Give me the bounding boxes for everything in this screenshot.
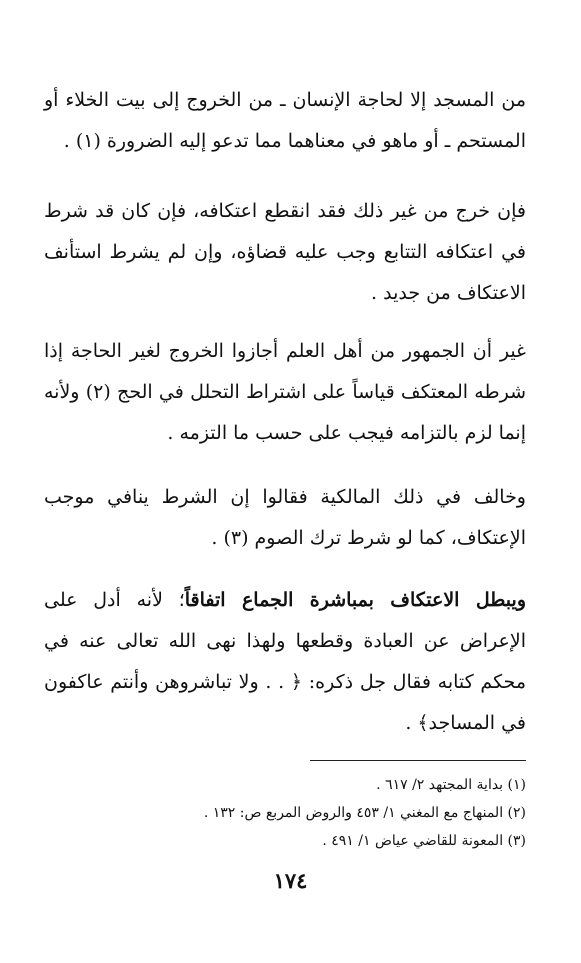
footnote-divider (310, 760, 526, 761)
footnote-2: (٢) المنهاج مع المغني ١/ ٤٥٣ والروض المربع ص: ١٣٢ . (203, 805, 526, 821)
paragraph-5 (44, 580, 526, 744)
footnotes (44, 771, 526, 855)
paragraph-1 (44, 80, 526, 162)
paragraph-2-text: فإن خرج من غير ذلك فقد انقطع اعتكافه، فإن كان قد شرط في اعتكافه التتابع وجب عليه قضاؤه، وإن لم يشرط استأنف الاعتكاف من جديد . (44, 200, 526, 304)
paragraph-4-text: وخالف في ذلك المالكية فقالوا إن الشرط ينافي موجب الإعتكاف، كما لو شرط ترك الصوم (٣) . (44, 486, 526, 549)
footnote-3: (٣) المعونة للقاضي عياض ١/ ٤٩١ . (322, 833, 526, 849)
paragraph-1-text: من المسجد إلا لحاجة الإنسان ـ من الخروج إلى بيت الخلاء أو المستحم ـ أو ماهو في معناهما مما تدعو إليه الضرورة (١) . (44, 89, 526, 152)
bold-lead-phrase: ويبطل الاعتكاف بمباشرة الجماع اتفاقاً (184, 589, 526, 611)
paragraph-2 (44, 191, 526, 314)
footnote-1: (١) بداية المجتهد ٢/ ٦١٧ . (376, 777, 526, 793)
paragraph-3-text: غير أن الجمهور من أهل العلم أجازوا الخروج لغير الحاجة إذا شرطه المعتكف قياساً على اشتراط التحلل في الحج (٢) ولأنه إنما لزم بالتزامه فيجب على حسب ما التزمه . (44, 340, 526, 444)
paragraph-3 (44, 331, 526, 454)
paragraph-5-text (44, 580, 526, 744)
page-number: ١٧٤ (273, 868, 308, 893)
paragraph-4 (44, 477, 526, 559)
paragraph-5-rest: ؛ لأنه أدل على الإعراض عن العبادة وقطعها ولهذا نهى الله تعالى عنه في محكم كتابه فقال جل ذكره: ﴿ . . ولا تباشروهن وأنتم عاكفون في المساجد﴾ . (44, 589, 526, 734)
